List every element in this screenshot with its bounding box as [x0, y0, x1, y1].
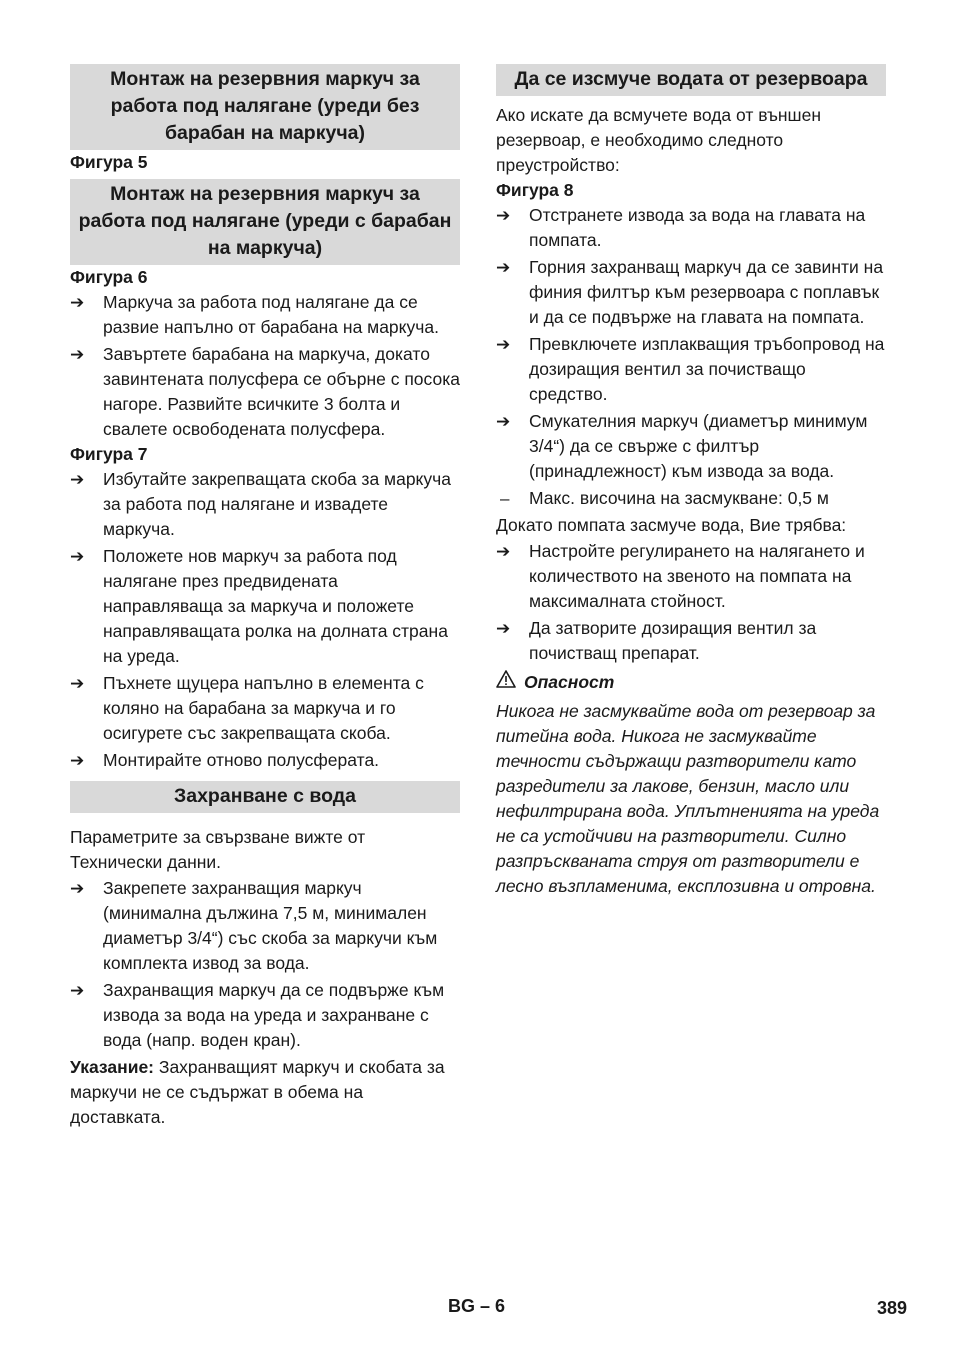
list-item: ➔ Закрепете захранващия маркуч (минимална дължина 7,5 м, минимален диаметър 3/4“) със скоба за маркучи към комплекта извод за вода. — [70, 878, 438, 973]
note-text: Захранващият маркуч и скобата за маркучи не се съдържат в обема на доставката. — [70, 1057, 445, 1127]
list-item: ➔ Да затворите дозиращия вентил за почистващ препарат. — [496, 618, 817, 663]
list-item: ➔ Избутайте закрепващата скоба за маркуча за работа под налягане и извадете маркуча. — [70, 469, 452, 539]
arrow-right-icon: ➔ — [496, 542, 511, 561]
arrow-right-icon: ➔ — [496, 412, 511, 431]
figure-7-label: Фигура 7 — [70, 444, 148, 464]
arrow-right-icon: ➔ — [70, 345, 85, 364]
page-number: 389 — [877, 1298, 908, 1318]
footer-language-page: BG – 6 — [448, 1296, 506, 1316]
list-item: – Макс. височина на засмукване: 0,5 м — [496, 486, 886, 511]
arrow-right-icon: ➔ — [496, 206, 511, 225]
arrow-right-icon: ➔ — [70, 981, 85, 1000]
water-supply-intro: Параметрите за свързване вижте от Технически данни. — [70, 827, 366, 872]
list-item: ➔ Положете нов маркуч за работа под налягане през предвидената направляваща за маркуча и положете направляващата ролка на долната страна на уреда. — [70, 546, 448, 666]
figure-6-steps — [70, 290, 460, 442]
dash-bullet-icon: – — [500, 489, 510, 508]
list-item: ➔ Смукателния маркуч (диаметър минимум 3/4“) да се свърже с филтър (принадлежност) към извода за вода. — [496, 411, 868, 481]
arrow-right-icon: ➔ — [70, 470, 85, 489]
figure-5-label: Фигура 5 — [70, 152, 148, 172]
arrow-right-icon: ➔ — [496, 619, 511, 638]
arrow-right-icon: ➔ — [70, 674, 85, 693]
arrow-right-icon: ➔ — [70, 879, 85, 898]
right-column — [496, 64, 886, 899]
figure-8-label: Фигура 8 — [496, 180, 574, 200]
list-item: ➔ Захранващия маркуч да се подвърже към извода за вода на уреда и захранване с вода (напр. воден кран). — [70, 980, 445, 1050]
list-item: ➔ Горния захранващ маркуч да се завинти на финия филтър към резервоара с поплавък и да се подвърже на главата на помпата. — [496, 257, 884, 327]
list-item: ➔ Превключете изплакващия тръбопровод на дозиращия вентил за почистващо средство. — [496, 334, 885, 404]
list-item: ➔ Монтирайте отново полусферата. — [70, 748, 460, 773]
list-item: ➔ Отстранете извода за вода на главата на помпата. — [496, 205, 866, 250]
danger-heading — [496, 670, 886, 695]
figure-7-steps — [70, 467, 460, 773]
danger-title: Опасност — [524, 672, 615, 692]
list-item: ➔ Маркуча за работа под налягане да се развие напълно от барабана на маркуча. — [70, 292, 439, 337]
note-label: Указание: — [70, 1057, 155, 1077]
while-pumping-steps — [496, 539, 886, 666]
list-item: ➔ Настройте регулирането на налягането и количеството на звеното на помпата на максималната стойност. — [496, 541, 865, 611]
arrow-right-icon: ➔ — [70, 293, 85, 312]
arrow-right-icon: ➔ — [70, 547, 85, 566]
warning-triangle-icon — [496, 670, 518, 695]
note-paragraph — [70, 1055, 460, 1130]
suction-intro: Ако искате да всмучете вода от външен резервоар, е необходимо следното преустройство: — [496, 105, 821, 175]
figure-6-label: Фигура 6 — [70, 267, 148, 287]
left-column — [70, 64, 460, 1131]
section-title-suction-from-tank: Да се изсмуче водата от резервоара — [496, 64, 886, 96]
list-item: ➔ Пъхнете щуцера напълно в елемента с коляно на барабана за маркуча и го осигурете със закрепващата скоба. — [70, 673, 424, 743]
arrow-right-icon: ➔ — [496, 335, 511, 354]
while-pumping-text: Докато помпата засмуче вода, Вие трябва: — [496, 515, 847, 535]
arrow-right-icon: ➔ — [496, 258, 511, 277]
figure-8-steps — [496, 203, 886, 511]
section-title-water-supply: Захранване с вода — [70, 781, 460, 813]
water-supply-steps — [70, 876, 460, 1053]
arrow-right-icon: ➔ — [70, 751, 85, 770]
danger-text: Никога не засмуквайте вода от резервоар за питейна вода. Никога не засмуквайте течности съдържащи разтворители като разредители за лакове, бензин, масло или нефилтрирана вода. Уплътненията на уреда не са устойчиви на разтворители. Силно разпръскваната струя от разтворители е лесно възпламенима, експлозивна и отровна. — [496, 701, 880, 896]
list-item: ➔ Завъртете барабана на маркуча, докато завинтената полусфера се обърне с посока нагоре. Развийте всичките 3 болта и свалете освободената полусфера. — [70, 344, 460, 439]
section-title-hose-without-drum: Монтаж на резервния маркуч за работа под налягане (уреди без барабан на маркуча) — [70, 64, 460, 150]
section-title-hose-with-drum: Монтаж на резервния маркуч за работа под налягане (уреди с барабан на маркуча) — [70, 179, 460, 265]
